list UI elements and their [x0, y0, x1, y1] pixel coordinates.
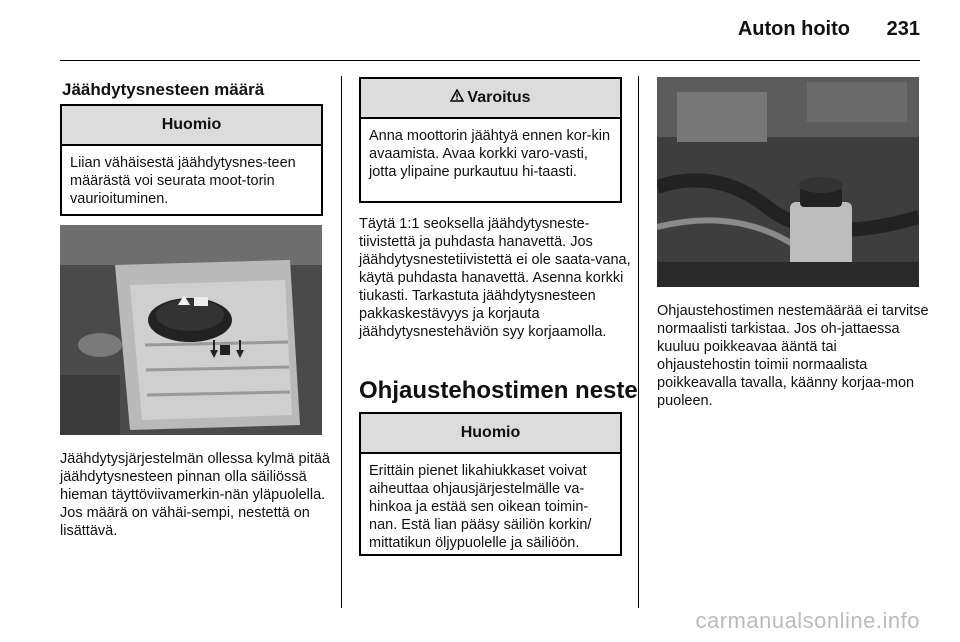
power-steering-paragraph: Ohjaustehostimen nestemäärää ei tarvitse normaalisti tarkistaa. Jos oh-jattaessa kuuluu poikkeavaa ääntä tai ohjaustehostin toimii normaalista poikkeavalla tavalla, käänny korjaa-mon puoleen.: [657, 303, 929, 409]
warning-body: Anna moottorin jäähtyä ennen kor-kin avaamista. Avaa korkki varo-vasti, jotta ylipaine purkautuu hi-taasti.: [369, 128, 611, 180]
column-divider: [341, 76, 342, 608]
power-steering-reservoir-illustration: [657, 77, 919, 287]
header-rule: [60, 60, 920, 61]
coolant-paragraph: Jäähdytysjärjestelmän ollessa kylmä pitää jäähdytysnesteen pinnan olla säiliössä hieman täyttöviivamerkin-nän yläpuolella. Jos määrä on vähäi-sempi, nestettä on lisättävä.: [60, 451, 330, 539]
notice-box-coolant: [60, 104, 323, 216]
warning-box: [359, 77, 622, 203]
section-title-coolant: Jäähdytysnesteen määrä: [62, 80, 265, 99]
coolant-reservoir-illustration: [60, 225, 322, 435]
notice-heading: Huomio: [62, 106, 321, 146]
notice-body: Liian vähäisestä jäähdytysnes-teen määrästä voi seurata moot-torin vaurioituminen.: [70, 155, 296, 207]
section-title-power-steering: Ohjaustehostimen neste: [359, 377, 638, 404]
notice-heading: Huomio: [361, 414, 620, 454]
warning-heading-text: Varoitus: [467, 89, 531, 106]
coolant-fill-paragraph: Täytä 1:1 seoksella jäähdytysneste-tiivistettä ja puhdasta hanavettä. Jos jäähdytysnestetiivistettä ei ole saata-vana, käytä puhdasta hanavettä. Asenna korkki tiukasti. Tarkastuta jäähdytysnesteen pakkaskestävyys ja korjauta jäähdytysnestehäviön syy korjaamolla.: [359, 216, 631, 340]
notice-body: Erittäin pienet likahiukkaset voivat aiheuttaa ohjausjärjestelmälle va-hinkoa ja estää sen oikean toimin-nan. Estä lian pääsy säiliön korkin/ mittatikun öljypuolelle ja säiliöön.: [369, 463, 592, 551]
column-divider: [638, 76, 639, 608]
running-header-title: Auton hoito: [737, 18, 850, 40]
page-number: 231: [886, 18, 920, 40]
warning-triangle-icon: [450, 79, 464, 117]
power-steering-reservoir-photo: [657, 77, 919, 287]
watermark: carmanualsonline.info: [695, 608, 920, 633]
notice-box-power-steering: [359, 412, 622, 556]
coolant-reservoir-photo: [60, 225, 322, 435]
warning-heading: [361, 79, 620, 119]
